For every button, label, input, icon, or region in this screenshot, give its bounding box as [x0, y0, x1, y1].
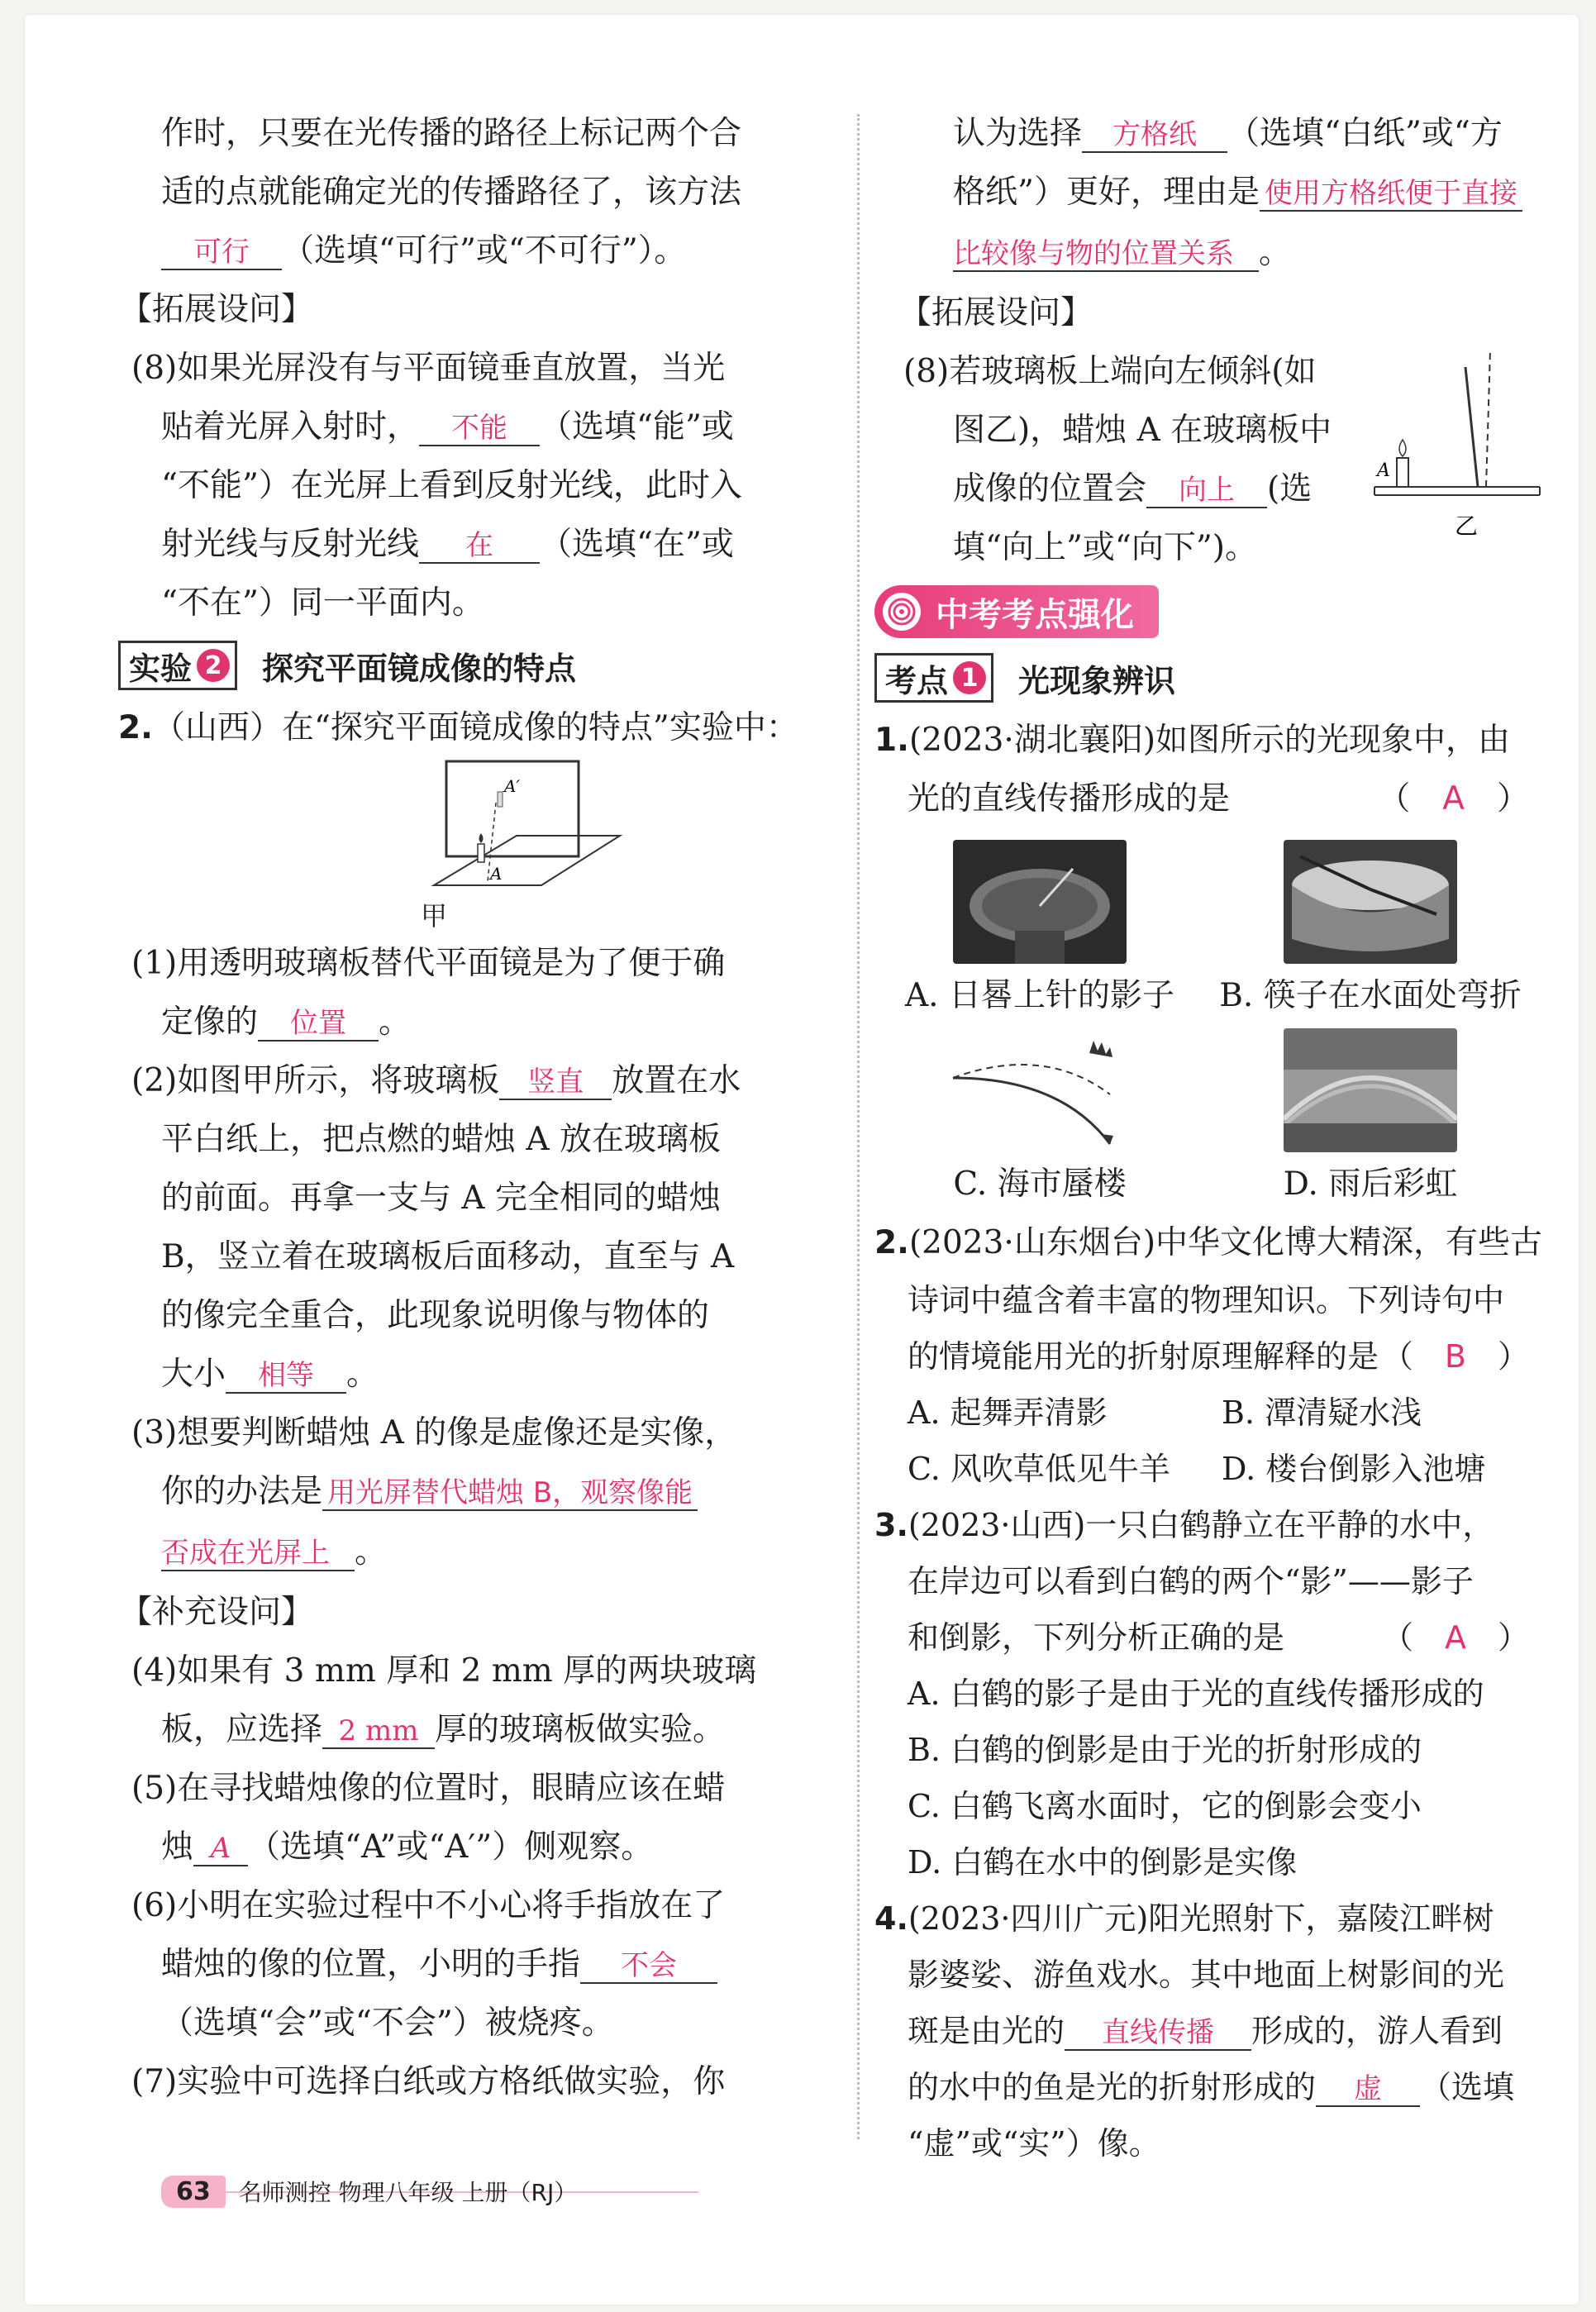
text-span: 定像的: [161, 1003, 259, 1041]
answer-blank: 比较像与物的位置关系: [953, 237, 1259, 272]
photo-row: [874, 1028, 1536, 1213]
answer-blank: 向上: [1146, 474, 1267, 508]
section-heading: 【拓展设问】: [899, 294, 1093, 331]
mirage-diagram: [945, 1028, 1135, 1152]
experiment-heading: [118, 632, 847, 698]
answer-blank: 使用方格纸便于直接: [1260, 177, 1522, 212]
text-line: [161, 222, 847, 280]
banner-title: 中考考点强化: [936, 595, 1134, 634]
text-line: [953, 223, 1536, 284]
candle-icon: [1397, 458, 1408, 487]
text-span: 。: [1259, 234, 1292, 271]
text-span: 射光线与反射光线: [161, 526, 420, 563]
answer-blank: 在: [419, 529, 540, 564]
footer: [161, 2175, 577, 2208]
text-line: [161, 1523, 847, 1583]
experiment-tag-label: 实验: [129, 650, 193, 687]
text-span: （选填“可行”或“不可行”）。: [282, 232, 687, 269]
rainbow-photo: [1284, 1028, 1457, 1152]
answer-blank: 竖直: [499, 1065, 612, 1100]
label-a: A: [490, 864, 503, 884]
text-span: (2)如图甲所示，将玻璃板: [131, 1062, 500, 1099]
label-a: A: [1377, 460, 1390, 481]
text-span: 大小: [161, 1356, 226, 1393]
page: [25, 15, 1579, 2305]
mirror-experiment-diagram: [161, 757, 847, 898]
question-number: 2.: [874, 1224, 909, 1261]
question-text: (2023·山东烟台)中华文化博大精深，有些古: [908, 1224, 1543, 1261]
answer-choice: A: [1442, 780, 1465, 818]
question-text: (2023·山西)一只白鹤静立在平静的水中，: [908, 1507, 1494, 1543]
text-line: [953, 163, 1536, 223]
text-span: （选填: [1420, 2069, 1515, 2105]
text-line: [161, 398, 847, 456]
text-span: 。: [379, 1003, 412, 1041]
answer-blank: 不会: [580, 1949, 717, 1984]
text-line: (8)如果光屏没有与平面镜垂直放置，当光: [131, 350, 726, 387]
option-text: C. 风吹草低见牛羊: [908, 1451, 1170, 1487]
option-caption: A. 日晷上针的影子: [905, 977, 1174, 1014]
answer-blank: A: [193, 1832, 248, 1866]
experiment-tag: [118, 641, 237, 690]
sundial-photo: [953, 840, 1127, 964]
text-line: (7)实验中可选择白纸或方格纸做实验，你: [131, 2063, 726, 2100]
question-line: [874, 770, 1536, 828]
question-text: (2023·四川广元)阳光照射下，嘉陵江畔树: [908, 1900, 1494, 1937]
text-span: （选填“在”或: [540, 526, 734, 563]
answer-choice: A: [1444, 1619, 1466, 1656]
kaodian-tag: [874, 653, 993, 703]
option-caption: C. 海市蜃楼: [953, 1166, 1127, 1203]
option-text: D. 楼台倒影入池塘: [1222, 1451, 1486, 1487]
answer-blank: 直线传播: [1065, 2016, 1251, 2051]
photo-row: [874, 840, 1536, 1025]
text-line: [161, 1935, 847, 1994]
text-span: 成像的位置会: [953, 470, 1147, 508]
candle-a-icon: [478, 844, 484, 862]
section-heading: 【补充设问】: [120, 1594, 314, 1631]
figure-jia: [161, 757, 847, 898]
answer-blank: 否成在光屏上: [161, 1537, 355, 1571]
text-line: [161, 1345, 847, 1404]
text-span: （选填“能”或: [540, 408, 734, 446]
option-text: B. 潭清疑水浅: [1222, 1394, 1422, 1431]
experiment-number: 2: [197, 649, 230, 682]
answer-paren: （ A ）: [1381, 1619, 1529, 1656]
candle-image-icon: [498, 792, 503, 807]
question-text: 的情境能用光的折射原理解释的是: [908, 1338, 1379, 1375]
photo-option-c: [874, 1028, 1205, 1213]
answer-paren: （ B ）: [1381, 1338, 1529, 1375]
question-line: [874, 1213, 1543, 1272]
kaodian-number: 1: [953, 661, 986, 694]
answer-blank: 用光屏替代蜡烛 B，观察像能: [322, 1476, 698, 1511]
q8-block: [874, 342, 1536, 577]
text-line: [161, 1700, 847, 1759]
option-caption: D. 雨后彩虹: [1283, 1166, 1458, 1203]
question-number: 1.: [874, 722, 909, 759]
text-span: 厚的玻璃板做实验。: [435, 1711, 726, 1748]
text-line: 的前面。再拿一支与 A 完全相同的蜡烛: [161, 1180, 721, 1217]
section-banner: [874, 585, 1159, 638]
text-line: [953, 104, 1536, 163]
text-span: 蜡烛的像的位置，小明的手指: [161, 1946, 581, 1983]
text-span: 格纸”）更好，理由是: [953, 174, 1260, 211]
answer-blank: 方格纸: [1082, 118, 1227, 153]
text-span: (选: [1267, 470, 1313, 508]
text-line: 填“向上”或“向下”)。: [953, 529, 1257, 566]
column-divider: [857, 114, 860, 2139]
answer-blank: 2 mm: [322, 1714, 435, 1749]
figure-label: 甲: [420, 900, 447, 932]
question-line: [118, 698, 847, 757]
answer-blank: 可行: [161, 236, 282, 270]
photo-option-a: [874, 840, 1205, 1025]
options-row: [874, 1441, 1536, 1497]
text-line: [161, 1818, 847, 1876]
label-a-prime: A′: [504, 776, 520, 796]
question-text: （山西）在“探究平面镜成像的特点”实验中：: [152, 709, 798, 746]
question-line: [874, 2003, 1536, 2059]
text-span: 烛: [161, 1828, 194, 1866]
right-column: [874, 104, 1543, 2171]
text-line: (1)用透明玻璃板替代平面镜是为了便于确: [131, 945, 726, 982]
book-title: 名师测控 物理八年级 上册（RJ）: [238, 2179, 578, 2206]
answer-paren: （ A ）: [1378, 780, 1529, 818]
text-span: 板，应选择: [161, 1711, 323, 1748]
text-line: (5)在寻找蜡烛像的位置时，眼睛应该在蜡: [131, 1770, 726, 1807]
text-span: 斑是由光的: [908, 2013, 1065, 2049]
question-line: [874, 711, 1536, 770]
text-line: (4)如果有 3 mm 厚和 2 mm 厚的两块玻璃: [131, 1652, 757, 1690]
question-line: [874, 1497, 1536, 1553]
question-line: [874, 2059, 1536, 2115]
kaodian-title: 光现象辨识: [1018, 662, 1176, 699]
question-line: “虚”或“实”）像。: [908, 2125, 1160, 2162]
kaodian-heading: [874, 645, 1536, 711]
paper-plane: [434, 836, 620, 885]
left-column: [118, 104, 847, 2111]
text-span: 你的办法是: [161, 1473, 323, 1510]
photo-option-b: [1205, 840, 1536, 1025]
text-span: 。: [355, 1533, 388, 1571]
page-number: 63: [161, 2176, 226, 2208]
text-line: “不能”）在光屏上看到反射光线，此时入: [161, 467, 742, 504]
text-line: [161, 1462, 847, 1523]
target-icon: [883, 593, 921, 631]
option-text: B. 白鹤的倒影是由于光的折射形成的: [908, 1732, 1422, 1768]
question-line: 在岸边可以看到白鹤的两个“影”——影子: [908, 1563, 1474, 1599]
experiment-title: 探究平面镜成像的特点: [262, 650, 577, 687]
text-line: 平白纸上，把点燃的蜡烛 A 放在玻璃板: [161, 1121, 721, 1158]
text-line: 的像完全重合，此现象说明像与物体的: [161, 1297, 710, 1334]
answer-blank: 位置: [258, 1007, 379, 1042]
text-line: [161, 515, 847, 574]
question-line: [874, 1328, 1536, 1385]
text-span: 。: [346, 1356, 379, 1393]
kaodian-tag-label: 考点: [885, 662, 949, 699]
section-heading: 【拓展设问】: [120, 291, 314, 328]
text-span: 的水中的鱼是光的折射形成的: [908, 2069, 1317, 2105]
figure-label: 乙: [1455, 512, 1479, 540]
answer-blank: 不能: [419, 412, 540, 446]
option-text: D. 白鹤在水中的倒影是实像: [908, 1844, 1298, 1881]
text-line: (8)若玻璃板上端向左倾斜(如: [903, 353, 1317, 390]
text-line: [131, 1051, 847, 1110]
answer-blank: 虚: [1316, 2072, 1420, 2107]
text-line: 适的点就能确定光的传播路径了，该方法: [161, 174, 742, 211]
question-text: 光的直线传播形成的是: [908, 780, 1231, 818]
text-line: 作时，只要在光传播的路径上标记两个合: [161, 115, 742, 152]
question-number: 3.: [874, 1507, 908, 1543]
text-line: 图乙)，蜡烛 A 在玻璃板中: [953, 412, 1332, 449]
text-line: [161, 993, 847, 1051]
question-line: 诗词中蕴含着丰富的物理知识。下列诗句中: [908, 1282, 1505, 1318]
text-line: (6)小明在实验过程中不小心将手指放在了: [131, 1887, 726, 1924]
text-span: 放置在水: [612, 1062, 741, 1099]
question-text: 和倒影，下列分析正确的是: [908, 1619, 1285, 1656]
chopsticks-photo: [1284, 840, 1457, 964]
question-line: [874, 1890, 1536, 1947]
question-line: 影婆娑、游鱼戏水。其中地面上树影间的光: [908, 1957, 1505, 1993]
question-number: 4.: [874, 1900, 908, 1937]
text-span: 认为选择: [953, 115, 1083, 152]
question-number: 2.: [118, 709, 153, 746]
text-span: （选填“白纸”或“方: [1227, 115, 1503, 152]
answer-choice: B: [1444, 1338, 1466, 1375]
question-line: [874, 1609, 1536, 1666]
option-text: A. 起舞弄清影: [908, 1394, 1108, 1431]
option-caption: B. 筷子在水面处弯折: [1219, 977, 1522, 1014]
option-text: C. 白鹤飞离水面时，它的倒影会变小: [908, 1788, 1422, 1824]
tilted-glass: [1465, 367, 1478, 487]
text-span: 形成的，游人看到: [1251, 2013, 1503, 2049]
text-line: B，竖立着在玻璃板后面移动，直至与 A: [161, 1238, 735, 1275]
text-line: (3)想要判断蜡烛 A 的像是虚像还是实像，: [131, 1414, 737, 1452]
text-span: （选填“A”或“A′”）侧观察。: [248, 1828, 654, 1866]
option-text: A. 白鹤的影子是由于光的直线传播形成的: [908, 1676, 1484, 1712]
text-line: （选填“会”或“不会”）被烧疼。: [161, 2005, 614, 2042]
figure-yi-diagram: [1354, 342, 1544, 541]
text-line: “不在”）同一平面内。: [161, 584, 484, 622]
question-text: (2023·湖北襄阳)如图所示的光现象中，由: [908, 722, 1511, 759]
text-span: 贴着光屏入射时，: [161, 408, 420, 446]
photo-option-d: [1205, 1028, 1536, 1213]
answer-blank: 相等: [226, 1359, 346, 1394]
options-row: [874, 1385, 1536, 1441]
